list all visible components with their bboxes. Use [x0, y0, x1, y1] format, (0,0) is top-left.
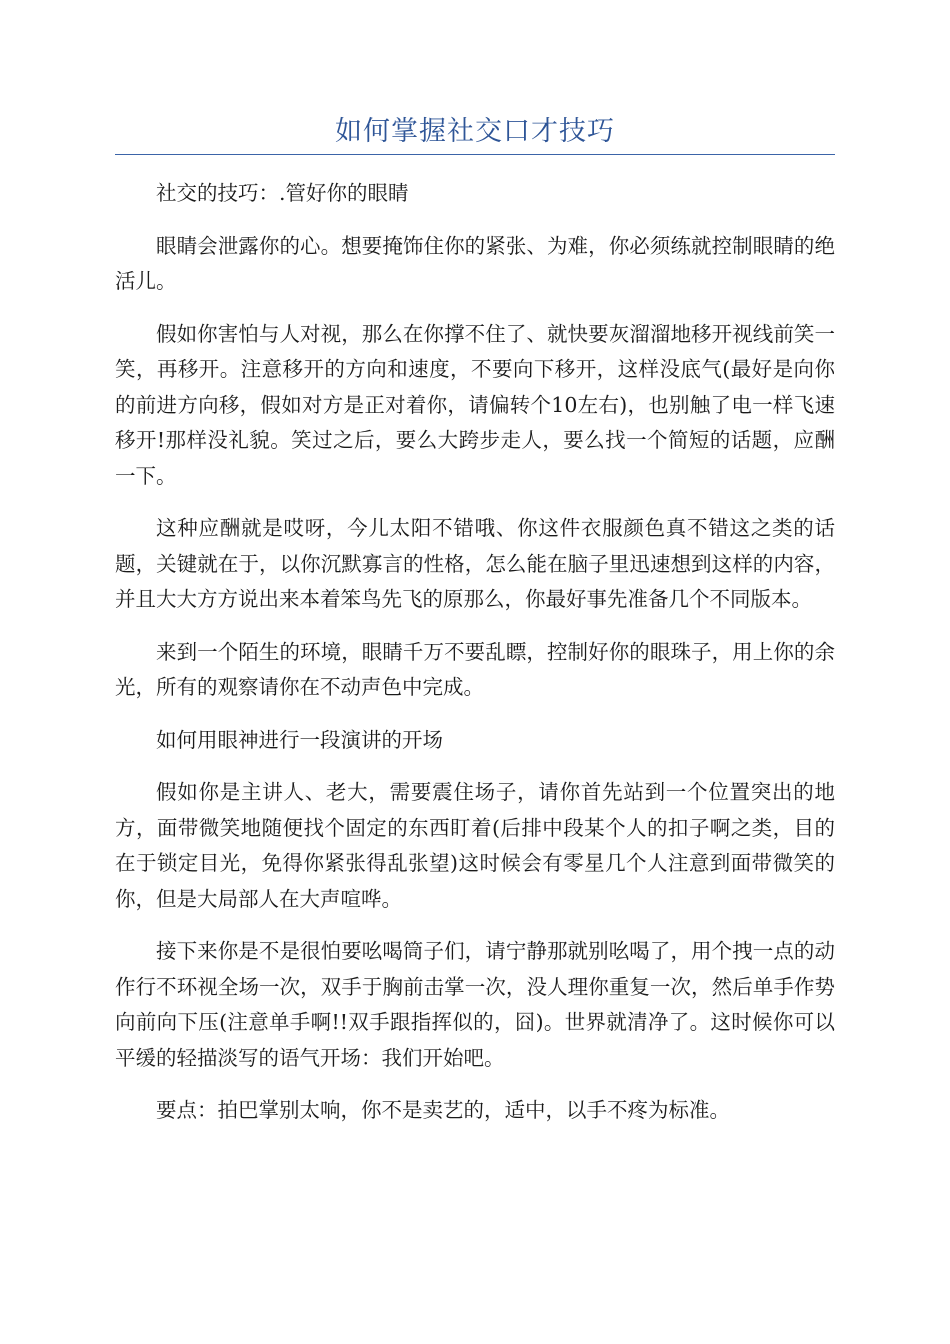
document-body — [115, 176, 835, 1146]
section-heading: 社交的技巧：.管好你的眼睛 — [156, 181, 409, 205]
page-title: 如何掌握社交口才技巧 — [335, 116, 615, 147]
paragraph: 接下来你是不是很怕要吆喝筒子们，请宁静那就别吆喝了，用个拽一点的动作行不环视全场一次，双手于胸前击掌一次，没人理你重复一次，然后单手作势向前向下压(注意单手啊!!双手跟指挥似的，囧)。世界就清净了。这时候你可以平缓的轻描淡写的语气开场：我们开始吧。 — [115, 939, 835, 1070]
paragraph: 要点：拍巴掌别太响，你不是卖艺的，适中，以手不疼为标准。 — [156, 1098, 730, 1122]
paragraph: 假如你害怕与人对视，那么在你撑不住了、就快要灰溜溜地移开视线前笑一笑，再移开。注意移开的方向和速度，不要向下移开，这样没底气(最好是向你的前进方向移，假如对方是正对着你，请偏转个10左右)，也别触了电一样飞速移开!那样没礼貌。笑过之后，要么大跨步走人，要么找一个简短的话题，应酬一下。 — [115, 321, 835, 488]
title-underline — [115, 154, 835, 155]
paragraph: 假如你是主讲人、老大，需要震住场子，请你首先站到一个位置突出的地方，面带微笑地随便找个固定的东西盯着(后排中段某个人的扣子啊之类，目的在于锁定目光，免得你紧张得乱张望)这时候会有零星几个人注意到面带微笑的你，但是大局部人在大声喧哗。 — [115, 780, 835, 911]
paragraph: 眼睛会泄露你的心。想要掩饰住你的紧张、为难，你必须练就控制眼睛的绝活儿。 — [115, 233, 835, 293]
paragraph: 这种应酬就是哎呀，今儿太阳不错哦、你这件衣服颜色真不错这之类的话题，关键就在于，以你沉默寡言的性格，怎么能在脑子里迅速想到这样的内容，并且大大方方说出来本着笨鸟先飞的原那么，你最好事先准备几个不同版本。 — [115, 516, 835, 611]
section-heading: 如何用眼神进行一段演讲的开场 — [156, 727, 443, 752]
paragraph: 来到一个陌生的环境，眼睛千万不要乱瞟，控制好你的眼珠子，用上你的余光，所有的观察请你在不动声色中完成。 — [115, 639, 835, 699]
